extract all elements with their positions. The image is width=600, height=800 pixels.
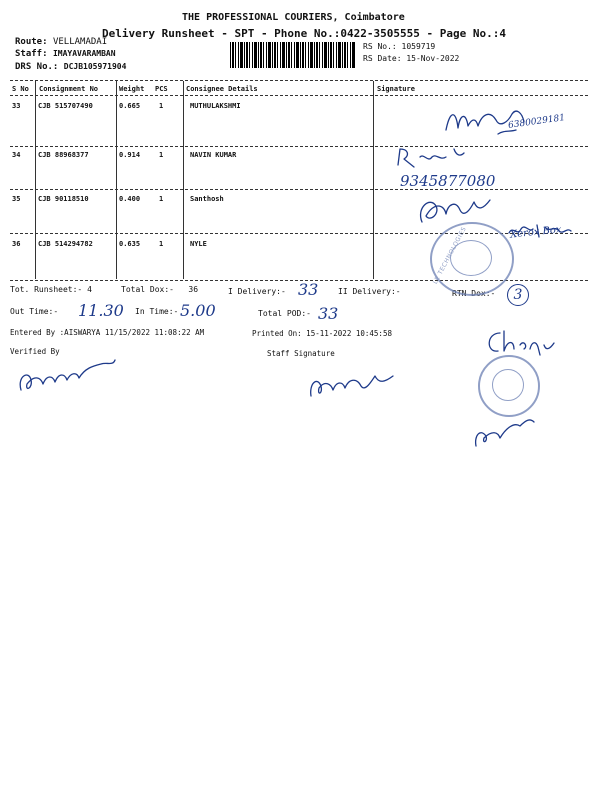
table-row-pcs: 1 [159,151,164,159]
table-row-sno: 34 [12,151,21,159]
table-header-rule [10,95,588,96]
signature-staff [305,366,405,406]
header-weight: Weight [119,85,145,93]
rtn-dox-label: RTN Dox:- [452,289,496,298]
total-pod-value: 33 [318,304,339,323]
table-row-consignee: Santhosh [190,195,224,203]
in-time-value: 5.00 [180,301,216,320]
col-divider-1 [35,81,36,279]
signature-verified-by [15,350,125,400]
total-dox: Total Dox:- 36 [121,285,199,294]
i-delivery-value: 33 [298,280,319,299]
col-divider-3 [183,81,184,279]
table-row-weight: 0.635 [119,240,141,248]
barcode [230,42,355,68]
company-stamp-2 [478,355,540,417]
table-row-pcs: 1 [159,240,164,248]
table-row-weight: 0.665 [119,102,141,110]
table-row-consignee: MUTHULAKSHMI [190,102,241,110]
row34-phone: 9345877080 [400,172,496,190]
table-top-rule [10,80,588,81]
route-value: VELLAMADAI [52,37,108,47]
header-consignee: Consignee Details [186,85,258,93]
verified-by-label: Verified By [10,347,60,356]
tot-runsheet: Tot. Runsheet:- 4 [10,285,92,294]
signature-right-footer [480,325,560,359]
runsheet-title: Delivery Runsheet - SPT - Phone No.:0422-3505555 - Page No.:4 [102,27,506,40]
table-row-pcs: 1 [159,102,164,110]
table-row-consignment: CJB 90118510 [38,195,89,203]
row36-note: Xerox Box [509,224,563,241]
company-title: THE PROFESSIONAL COURIERS, Coimbatore [182,12,405,23]
table-row-sno: 35 [12,195,21,203]
header-sno: S No [12,85,29,93]
table-row-consignee: NYLE [190,240,207,248]
table-row-weight: 0.400 [119,195,141,203]
row-rule-34 [10,189,588,190]
table-row-pcs: 1 [159,195,164,203]
entered-by: Entered By :AISWARYA 11/15/2022 11:08:22 AM [10,328,205,337]
table-row-consignment: CJB 514294782 [38,240,93,248]
table-row-consignment: CJB 515707490 [38,102,93,110]
company-stamp-text: LE TECHNOLOGIES [431,225,468,286]
staff-label [15,49,116,59]
in-time-label: In Time:- [135,307,179,316]
total-pod-label: Total POD:- [258,309,311,318]
company-stamp-2-inner [492,369,524,401]
staff-signature-label: Staff Signature [267,349,335,358]
staff-key: Staff: [15,49,48,59]
table-row-sno: 36 [12,240,21,248]
rtn-dox-value: 3 [507,284,529,306]
signature-row-34 [394,145,484,175]
header-consignment: Consignment No [39,85,99,93]
table-row-consignee: NAVIN KUMAR [190,151,237,159]
i-delivery-label: I Delivery:- [228,287,286,296]
table-row-weight: 0.914 [119,151,141,159]
table-row-sno: 33 [12,102,21,110]
header-pcs: PCS [155,85,168,93]
ii-delivery-label: II Delivery:- [338,287,401,296]
route-label [15,37,107,47]
header-signature: Signature [377,85,415,93]
rs-date: RS Date: 15-Nov-2022 [363,54,460,63]
col-divider-4 [373,81,374,279]
company-stamp [430,222,514,296]
row33-phone: 6380029181 [507,113,566,131]
rs-number: RS No.: 1059719 [363,42,436,51]
out-time-value: 11.30 [78,301,124,320]
out-time-label: Out Time:- [10,307,59,316]
table-row-consignment: CJB 88968377 [38,151,89,159]
signature-row-33 [438,100,558,150]
drs-value: DCJB105971904 [63,62,127,71]
drs-key: DRS No.: [15,62,59,72]
staff-value: IMAYAVARAMBAN [52,49,116,58]
signature-bottom-right [470,412,540,452]
signature-row-35-side [505,219,575,243]
printed-on: Printed On: 15-11-2022 10:45:58 [252,329,392,338]
drs-label [15,62,126,72]
col-divider-2 [116,81,117,279]
route-key: Route: [15,37,48,47]
